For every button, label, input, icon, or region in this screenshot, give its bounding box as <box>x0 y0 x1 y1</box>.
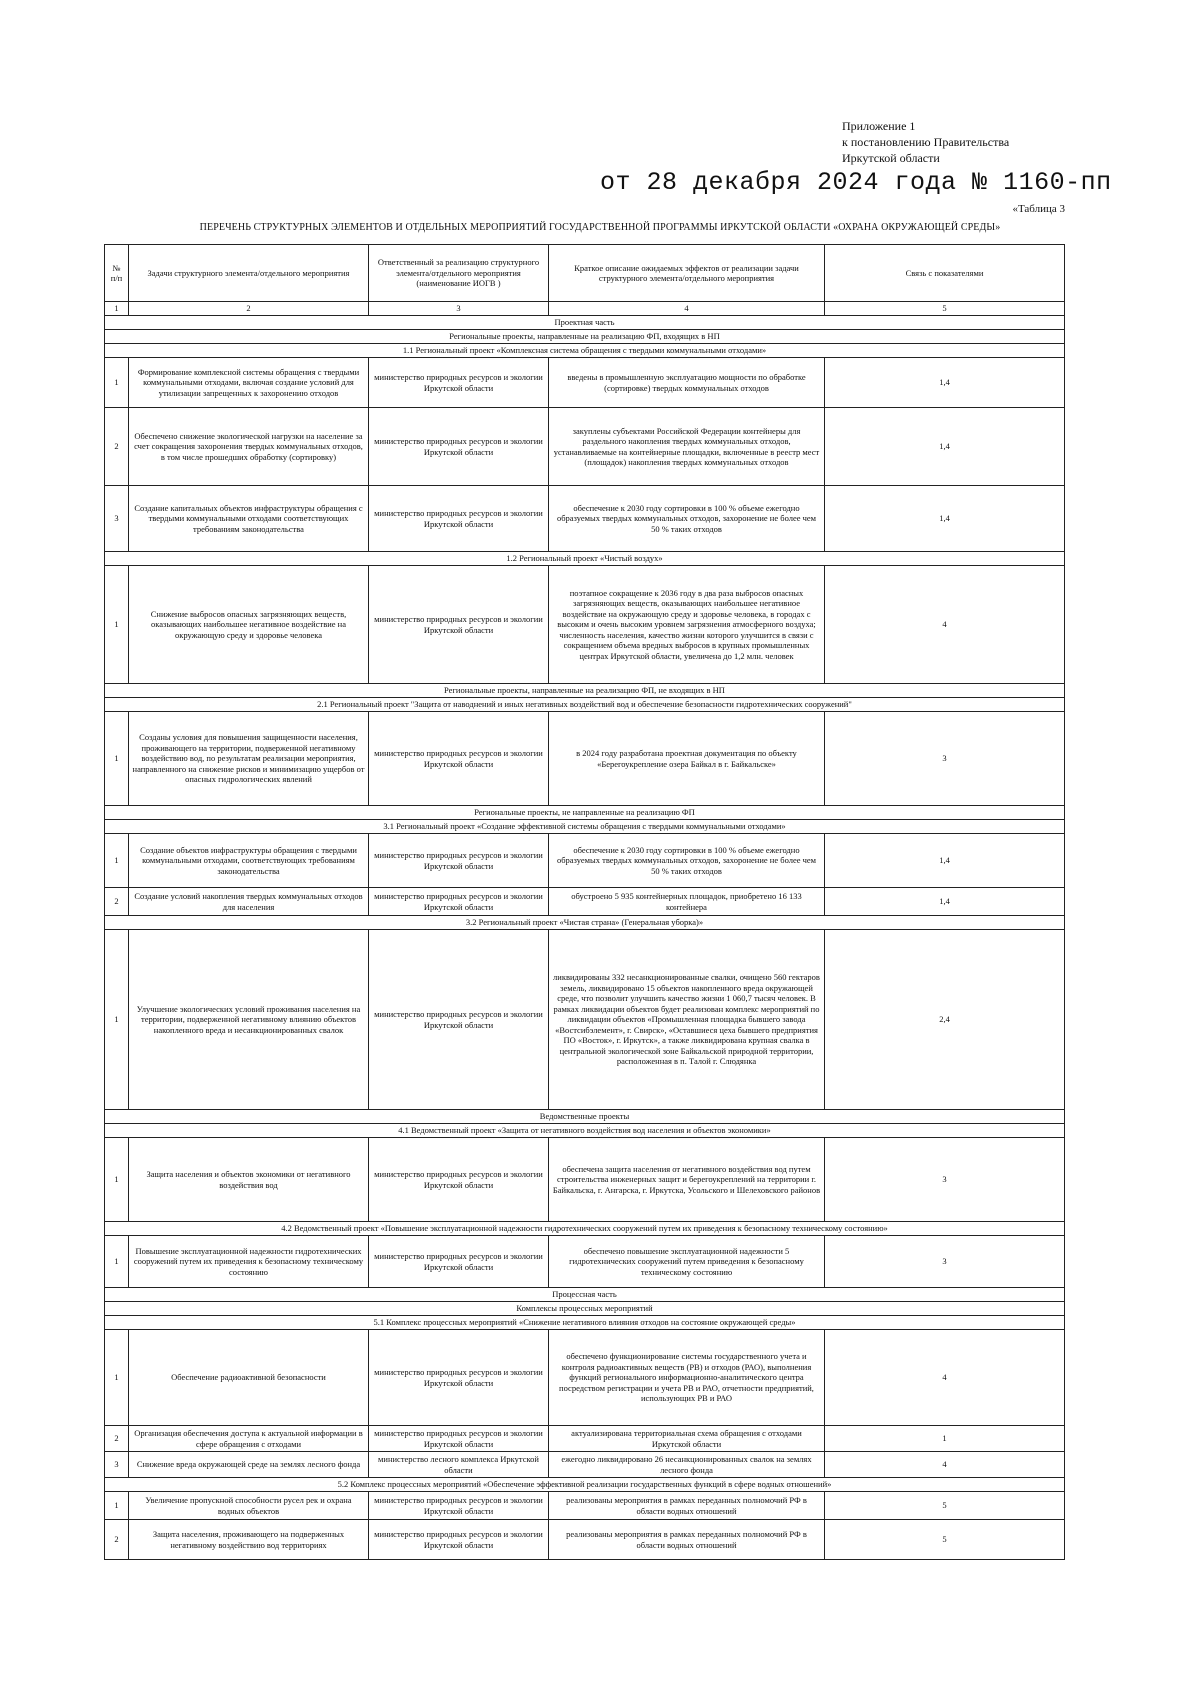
effect-cell: обеспечение к 2030 году сортировки в 100 % объеме ежегодно образуемых твердых коммунальных отходов, захоронение не более чем 50 % таких отходов <box>549 834 825 888</box>
indicator-link-cell: 1,4 <box>825 888 1065 916</box>
section-title: 1.2 Региональный проект «Чистый воздух» <box>105 552 1065 566</box>
effect-cell: обеспечено повышение эксплуатационной надежности 5 гидротехнических сооружений путем приведения к безопасному техническому состоянию <box>549 1236 825 1288</box>
section-row <box>105 1316 1065 1330</box>
column-number: 4 <box>549 302 825 316</box>
responsible-cell: министерство природных ресурсов и экологии Иркутской области <box>369 888 549 916</box>
section-title: Региональные проекты, направленные на реализацию ФП, не входящих в НП <box>105 684 1065 698</box>
section-row <box>105 1478 1065 1492</box>
responsible-cell: министерство природных ресурсов и экологии Иркутской области <box>369 930 549 1110</box>
section-title: 4.2 Ведомственный проект «Повышение эксплуатационной надежности гидротехнических сооружений путем их приведения к безопасному техническому состоянию» <box>105 1222 1065 1236</box>
effect-cell: реализованы мероприятия в рамках переданных полномочий РФ в области водных отношений <box>549 1520 825 1560</box>
header-task: Задачи структурного элемента/отдельного мероприятия <box>129 245 369 302</box>
section-title: 1.1 Региональный проект «Комплексная система обращения с твердыми коммунальными отходами» <box>105 344 1065 358</box>
responsible-cell: министерство природных ресурсов и экологии Иркутской области <box>369 1520 549 1560</box>
section-row <box>105 1302 1065 1316</box>
task-cell: Обеспечение радиоактивной безопасности <box>129 1330 369 1426</box>
table-row <box>105 930 1065 1110</box>
indicator-link-cell: 5 <box>825 1520 1065 1560</box>
task-cell: Повышение эксплуатационной надежности гидротехнических сооружений путем их приведения к безопасному техническому состоянию <box>129 1236 369 1288</box>
row-number: 1 <box>105 1236 129 1288</box>
header-effect: Краткое описание ожидаемых эффектов от реализации задачи структурного элемента/отдельного мероприятия <box>549 245 825 302</box>
annex-block <box>842 118 1009 166</box>
section-row <box>105 330 1065 344</box>
row-number: 1 <box>105 358 129 408</box>
column-number: 1 <box>105 302 129 316</box>
row-number: 1 <box>105 1492 129 1520</box>
row-number: 1 <box>105 712 129 806</box>
task-cell: Создание условий накопления твердых коммунальных отходов для населения <box>129 888 369 916</box>
indicator-link-cell: 2,4 <box>825 930 1065 1110</box>
effect-cell: обеспечение к 2030 году сортировки в 100 % объеме ежегодно образуемых твердых коммунальных отходов, захоронение не более чем 50 % таких отходов <box>549 486 825 552</box>
row-number: 1 <box>105 930 129 1110</box>
table-row <box>105 1426 1065 1452</box>
annex-line-1: Приложение 1 <box>842 119 916 133</box>
section-title: Комплексы процессных мероприятий <box>105 1302 1065 1316</box>
section-row <box>105 1110 1065 1124</box>
indicator-link-cell: 1,4 <box>825 358 1065 408</box>
effect-cell: реализованы мероприятия в рамках переданных полномочий РФ в области водных отношений <box>549 1492 825 1520</box>
section-row <box>105 1124 1065 1138</box>
table-row <box>105 1330 1065 1426</box>
section-title: 5.2 Комплекс процессных мероприятий «Обеспечение эффективной реализации государственных функций в сфере водных отношений» <box>105 1478 1065 1492</box>
section-row <box>105 698 1065 712</box>
task-cell: Организация обеспечения доступа к актуальной информации в сфере обращения с отходами <box>129 1426 369 1452</box>
table-row <box>105 1520 1065 1560</box>
indicator-link-cell: 3 <box>825 1236 1065 1288</box>
task-cell: Защита населения, проживающего на подверженных негативному воздействию вод территориях <box>129 1520 369 1560</box>
row-number: 2 <box>105 888 129 916</box>
responsible-cell: министерство природных ресурсов и экологии Иркутской области <box>369 834 549 888</box>
indicator-link-cell: 1 <box>825 1426 1065 1452</box>
responsible-cell: министерство лесного комплекса Иркутской области <box>369 1452 549 1478</box>
task-cell: Увеличение пропускной способности русел рек и охрана водных объектов <box>129 1492 369 1520</box>
effect-cell: обустроено 5 935 контейнерных площадок, приобретено 16 133 контейнера <box>549 888 825 916</box>
section-row <box>105 916 1065 930</box>
indicator-link-cell: 4 <box>825 1452 1065 1478</box>
effect-cell: закуплены субъектами Российской Федерации контейнеры для раздельного накопления твердых коммунальных отходов, устанавливаемые на контейнерные площадки, включенные в реестр мест (площадок) накопления твердых коммунальных отходов <box>549 408 825 486</box>
section-row <box>105 344 1065 358</box>
responsible-cell: министерство природных ресурсов и экологии Иркутской области <box>369 408 549 486</box>
section-title: 2.1 Региональный проект "Защита от наводнений и иных негативных воздействий вод и обеспечение безопасности гидротехнических сооружений" <box>105 698 1065 712</box>
row-number: 2 <box>105 408 129 486</box>
indicator-link-cell: 5 <box>825 1492 1065 1520</box>
table-label: «Таблица 3 <box>1012 203 1065 215</box>
section-title: 3.1 Региональный проект «Создание эффективной системы обращения с твердыми коммунальными отходами» <box>105 820 1065 834</box>
effect-cell: ежегодно ликвидировано 26 несанкционированных свалок на землях лесного фонда <box>549 1452 825 1478</box>
task-cell: Снижение выбросов опасных загрязняющих веществ, оказывающих наибольшее негативное воздействие на окружающую среду и здоровье человека <box>129 566 369 684</box>
section-title: Ведомственные проекты <box>105 1110 1065 1124</box>
task-cell: Улучшение экологических условий проживания населения на территории, подверженной негативному влиянию объектов накопленного вреда и несанкционированных свалок <box>129 930 369 1110</box>
table-row <box>105 834 1065 888</box>
indicator-link-cell: 4 <box>825 1330 1065 1426</box>
section-row <box>105 820 1065 834</box>
responsible-cell: министерство природных ресурсов и экологии Иркутской области <box>369 712 549 806</box>
task-cell: Создание капитальных объектов инфраструктуры обращения с твердыми коммунальными отходами соответствующих требованиям законодательства <box>129 486 369 552</box>
effect-cell: актуализирована территориальная схема обращения с отходами Иркутской области <box>549 1426 825 1452</box>
table-row <box>105 566 1065 684</box>
effect-cell: поэтапное сокращение к 2036 году в два раза выбросов опасных загрязняющих веществ, оказывающих наибольшее негативное воздействие на окружающую среду и здоровье человека, в городах с высоким и очень высоким уровнем загрязнения атмосферного воздуха; численность населения, качество жизни которого улучшится в связи с сокращением объема вредных выбросов в крупных промышленных центрах Иркутской области, увеличена до 1,2 млн. человек <box>549 566 825 684</box>
task-cell: Защита населения и объектов экономики от негативного воздействия вод <box>129 1138 369 1222</box>
task-cell: Создание объектов инфраструктуры обращения с твердыми коммунальными отходами, соответствующих требованиям законодательства <box>129 834 369 888</box>
section-row <box>105 316 1065 330</box>
effect-cell: обеспечено функционирование системы государственного учета и контроля радиоактивных веществ (РВ) и отходов (РАО), выполнения функций регионального информационно-аналитического центра посредством регистрации и учета РВ и РАО, отчетности предприятий, использующих РВ и РАО <box>549 1330 825 1426</box>
section-title: 4.1 Ведомственный проект «Защита от негативного воздействия вод населения и объектов экономики» <box>105 1124 1065 1138</box>
row-number: 3 <box>105 486 129 552</box>
section-row <box>105 684 1065 698</box>
responsible-cell: министерство природных ресурсов и экологии Иркутской области <box>369 1138 549 1222</box>
section-title: Проектная часть <box>105 316 1065 330</box>
table-row <box>105 888 1065 916</box>
row-number: 1 <box>105 834 129 888</box>
table-row <box>105 1492 1065 1520</box>
measures-table <box>104 244 1065 1560</box>
indicator-link-cell: 1,4 <box>825 834 1065 888</box>
section-row <box>105 1288 1065 1302</box>
header-indicators: Связь с показателями <box>825 245 1065 302</box>
effect-cell: в 2024 году разработана проектная документация по объекту «Берегоукрепление озера Байкал в г. Байкальске» <box>549 712 825 806</box>
row-number: 2 <box>105 1426 129 1452</box>
document-title: ПЕРЕЧЕНЬ СТРУКТУРНЫХ ЭЛЕМЕНТОВ И ОТДЕЛЬНЫХ МЕРОПРИЯТИЙ ГОСУДАРСТВЕННОЙ ПРОГРАММЫ ИРКУТСКОЙ ОБЛАСТИ «ОХРАНА ОКРУЖАЮЩЕЙ СРЕДЫ» <box>199 222 1001 233</box>
task-cell: Формирование комплексной системы обращения с твердыми коммунальными отходами, включая создание условий для утилизации запрещенных к захоронению отходов <box>129 358 369 408</box>
table-row <box>105 1236 1065 1288</box>
column-number: 2 <box>129 302 369 316</box>
section-title: Региональные проекты, не направленные на реализацию ФП <box>105 806 1065 820</box>
table-row <box>105 358 1065 408</box>
table-header-row <box>105 245 1065 302</box>
section-row <box>105 806 1065 820</box>
indicator-link-cell: 4 <box>825 566 1065 684</box>
task-cell: Обеспечено снижение экологической нагрузки на население за счет сокращения захоронения твердых коммунальных отходов, в том числе прошедших обработку (сортировку) <box>129 408 369 486</box>
annex-line-2: к постановлению Правительства <box>842 135 1010 149</box>
responsible-cell: министерство природных ресурсов и экологии Иркутской области <box>369 1236 549 1288</box>
column-number-row <box>105 302 1065 316</box>
task-cell: Созданы условия для повышения защищенности населения, проживающего на территории, подверженной негативному воздействию вод, по результатам реализации мероприятия, направленного на снижение рисков и минимизацию ущербов от опасных гидрологических явлений <box>129 712 369 806</box>
section-title: Региональные проекты, направленные на реализацию ФП, входящих в НП <box>105 330 1065 344</box>
indicator-link-cell: 3 <box>825 712 1065 806</box>
effect-cell: обеспечена защита населения от негативного воздействия вод путем строительства инженерных защит и берегоукреплений на территории г. Байкальска, г. Ангарска, г. Иркутска, Усольского и Шелеховского районов <box>549 1138 825 1222</box>
column-number: 5 <box>825 302 1065 316</box>
header-number: № п/п <box>105 245 129 302</box>
decree-stamp: от 28 декабря 2024 года № 1160-пп <box>600 168 1112 197</box>
responsible-cell: министерство природных ресурсов и экологии Иркутской области <box>369 358 549 408</box>
responsible-cell: министерство природных ресурсов и экологии Иркутской области <box>369 486 549 552</box>
section-row <box>105 552 1065 566</box>
task-cell: Снижение вреда окружающей среде на землях лесного фонда <box>129 1452 369 1478</box>
row-number: 1 <box>105 1138 129 1222</box>
section-title: 3.2 Региональный проект «Чистая страна» (Генеральная уборка)» <box>105 916 1065 930</box>
responsible-cell: министерство природных ресурсов и экологии Иркутской области <box>369 1492 549 1520</box>
column-number: 3 <box>369 302 549 316</box>
section-title: 5.1 Комплекс процессных мероприятий «Снижение негативного влияния отходов на состояние окружающей среды» <box>105 1316 1065 1330</box>
table-row <box>105 1452 1065 1478</box>
responsible-cell: министерство природных ресурсов и экологии Иркутской области <box>369 566 549 684</box>
indicator-link-cell: 1,4 <box>825 408 1065 486</box>
effect-cell: введены в промышленную эксплуатацию мощности по обработке (сортировке) твердых коммунальных отходов <box>549 358 825 408</box>
table-row <box>105 712 1065 806</box>
table-row <box>105 408 1065 486</box>
effect-cell: ликвидированы 332 несанкционированные свалки, очищено 560 гектаров земель, ликвидировано 15 объектов накопленного вреда окружающей среде, что позволит улучшить качество жизни 1 060,7 тысяч человек. В рамках ликвидации объектов будет реализован комплекс мероприятий по ликвидации объектов «Промышленная площадка бывшего завода «Востсибэлемент», г. Свирск», «Оставшиеся цеха бывшего предприятия ПО «Восток», г. Иркутск», а также ликвидирована крупная свалка в центральной экологической зоне Байкальской природной территории, расположенная в п. Талой г. Слюдянка <box>549 930 825 1110</box>
row-number: 2 <box>105 1520 129 1560</box>
row-number: 3 <box>105 1452 129 1478</box>
table-row <box>105 1138 1065 1222</box>
section-row <box>105 1222 1065 1236</box>
header-responsible: Ответственный за реализацию структурного элемента/отдельного мероприятия (наименование ИОГВ ) <box>369 245 549 302</box>
row-number: 1 <box>105 1330 129 1426</box>
annex-line-3: Иркутской области <box>842 151 940 165</box>
indicator-link-cell: 3 <box>825 1138 1065 1222</box>
responsible-cell: министерство природных ресурсов и экологии Иркутской области <box>369 1330 549 1426</box>
indicator-link-cell: 1,4 <box>825 486 1065 552</box>
responsible-cell: министерство природных ресурсов и экологии Иркутской области <box>369 1426 549 1452</box>
row-number: 1 <box>105 566 129 684</box>
table-row <box>105 486 1065 552</box>
section-title: Процессная часть <box>105 1288 1065 1302</box>
